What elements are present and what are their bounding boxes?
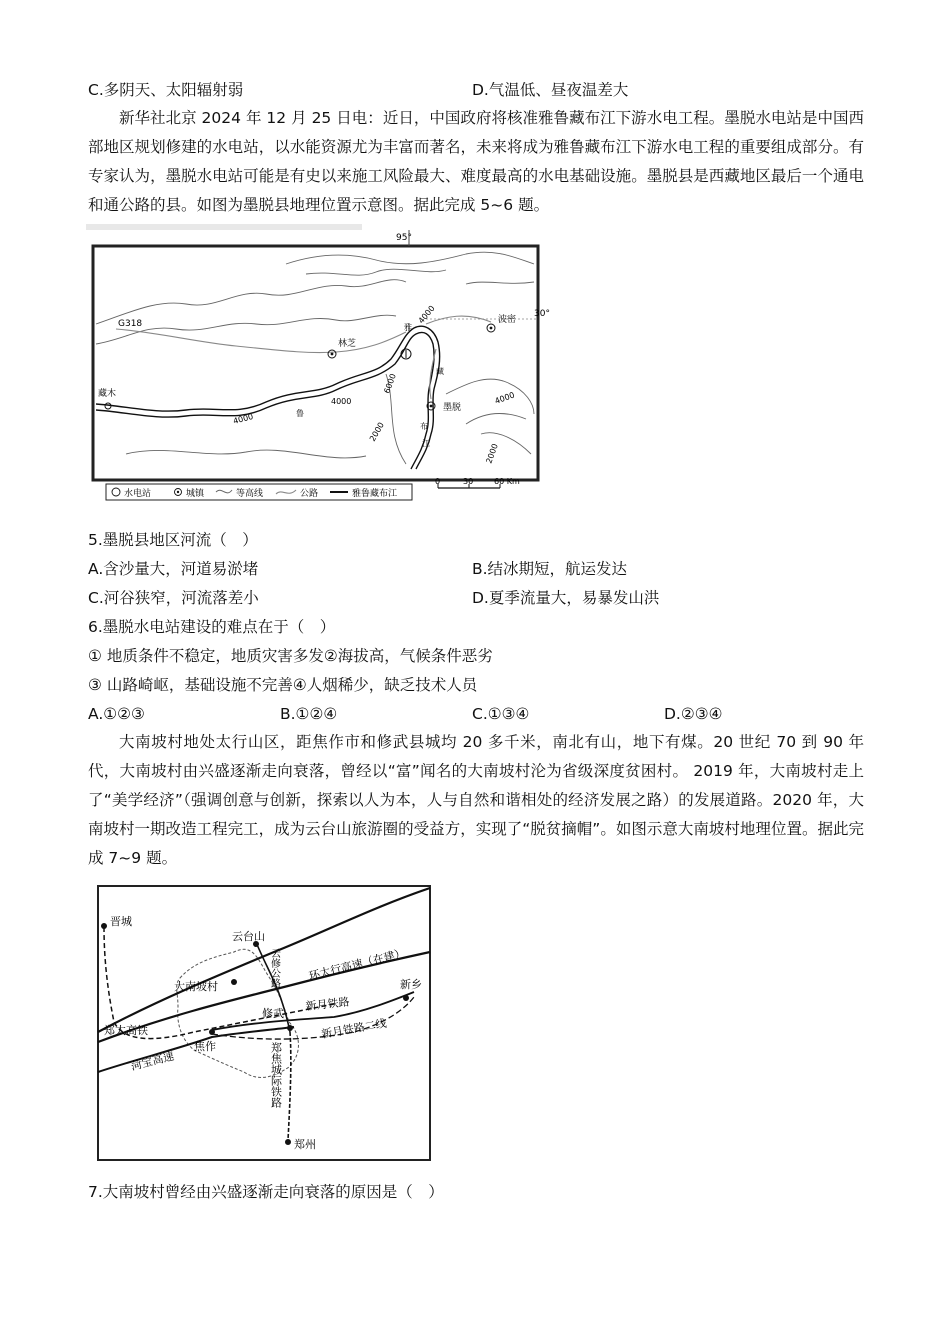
svg-text:0: 0 — [435, 477, 441, 486]
river-char: 藏 — [436, 367, 444, 376]
q4-option-c: C.多阴天、太阳辐射弱 — [88, 81, 244, 99]
passage-motuo: 新华社北京 2024 年 12 月 25 日电：近日，中国政府将核准雅鲁藏布江下游水电工程。墨脱水电站是中国西部地区规划修建的水电站，以水能资源尤为丰富而著名，未来将成为雅鲁藏布江下游水电工程的重要组成部分。有专家认为，墨脱水电站可能是有史以来施工风险最大、难度最高的水电基础设施。墨脱县是西藏地区最后一个通电和通公路的县。如图为墨脱县地理位置示意图。据此完成 5~6 题。 — [88, 109, 864, 214]
label-zangmu: 藏木 — [98, 389, 117, 399]
passage-dananpo: 大南坡村地处太行山区，距焦作市和修武县城均 20 多千米，南北有山，地下有煤。20 世纪 70 到 90 年代，大南坡村由兴盛逐渐走向衰落，曾经以“富”闻名的大南坡村沦为省级深度贫困村。 2019 年，大南坡村走上了“美学经济”（强调创意与创新，探索以人为本，人与自然和谐相处的经济发展之路）的发展道路。2020 年，大南坡村一期改造工程完工，成为云台山旅游圈的受益方，实现了“脱贫摘帽”。如图示意大南坡村地理位置。据此完成 7~9 题。 — [88, 733, 864, 867]
legend-road: 公路 — [300, 489, 319, 499]
label-dananpo: 大南坡村 — [174, 980, 218, 993]
motuo-map — [86, 224, 548, 502]
q5-stem: 5.墨脱县地区河流（ ） — [88, 531, 258, 549]
contour-value: 4000 — [493, 390, 516, 406]
motuo-map-svg — [86, 224, 548, 502]
dananpo-map-svg — [94, 882, 434, 1162]
label-yuntaishan: 云台山 — [232, 930, 265, 943]
legend-town: 城镇 — [186, 489, 205, 499]
label-jiaozuo: 焦作 — [194, 1040, 216, 1053]
lon-label: 95° — [396, 233, 412, 243]
q6-stem: 6.墨脱水电站建设的难点在于（ ） — [88, 618, 336, 636]
contour-value: 4000 — [416, 303, 437, 326]
label-zhengtai-hsr: 郑太高铁 — [104, 1024, 148, 1037]
q5-option-c: C.河谷狭窄，河流落差小 — [88, 589, 259, 607]
label-zhengzhou: 郑州 — [294, 1138, 316, 1151]
legend-river: 雅鲁藏布江 — [352, 489, 398, 499]
q5-option-a: A.含沙量大，河道易淤堵 — [88, 560, 259, 578]
q6-option-d: D.②③④ — [664, 705, 723, 723]
legend-hydro: 水电站 — [124, 489, 152, 499]
q4-option-d: D.气温低、昼夜温差大 — [472, 81, 629, 99]
svg-text:30: 30 — [463, 477, 474, 486]
label-ring-highway: 环太行高速（在建） — [307, 946, 407, 983]
q7-stem: 7.大南坡村曾经由兴盛逐渐走向衰落的原因是（ ） — [88, 1183, 444, 1201]
river-char: 江 — [422, 439, 430, 448]
label-intercity-rail: 郑焦城际铁路 — [269, 1042, 283, 1108]
contour-value: 2000 — [367, 420, 386, 443]
svg-text:60 Km: 60 Km — [494, 477, 520, 486]
q6-option-b: B.①②④ — [280, 705, 338, 723]
label-bomi: 波密 — [498, 315, 517, 325]
river-char: 鲁 — [296, 409, 304, 418]
contour-value: 6000 — [382, 372, 398, 395]
label-hebao-hwy: 菏宝高速 — [129, 1049, 176, 1073]
q6-option-a: A.①②③ — [88, 705, 145, 723]
label-motuo: 墨脱 — [443, 403, 462, 413]
river-char: 雅 — [404, 323, 412, 332]
label-g318: G318 — [118, 319, 143, 329]
river-char: 布 — [420, 422, 428, 431]
contour-value: 4000 — [331, 397, 352, 406]
contour-value: 2000 — [484, 442, 500, 465]
legend-contour: 等高线 — [236, 489, 264, 499]
q6-statements-2: ③ 山路崎岖，基础设施不完善④人烟稀少，缺乏技术人员 — [88, 676, 478, 694]
contour-value: 4000 — [232, 411, 255, 426]
label-yunxiu-road: 云修公路 — [268, 948, 280, 988]
label-xiuwu: 修武 — [262, 1007, 284, 1020]
q5-option-b: B.结冰期短，航运发达 — [472, 560, 628, 578]
label-xinyue-rail2: 新月铁路二线 — [320, 1016, 388, 1041]
label-linzhi: 林芝 — [338, 339, 357, 349]
q6-option-c: C.①③④ — [472, 705, 530, 723]
label-jincheng: 晋城 — [110, 915, 132, 928]
q6-statements-1: ① 地质条件不稳定，地质灾害多发②海拔高，气候条件恶劣 — [88, 647, 493, 665]
dananpo-map — [94, 882, 434, 1162]
lat-label: 30° — [534, 309, 550, 319]
label-xinyue-rail: 新月铁路 — [304, 995, 351, 1013]
label-xinxiang: 新乡 — [400, 978, 422, 991]
q5-option-d: D.夏季流量大，易暴发山洪 — [472, 589, 660, 607]
